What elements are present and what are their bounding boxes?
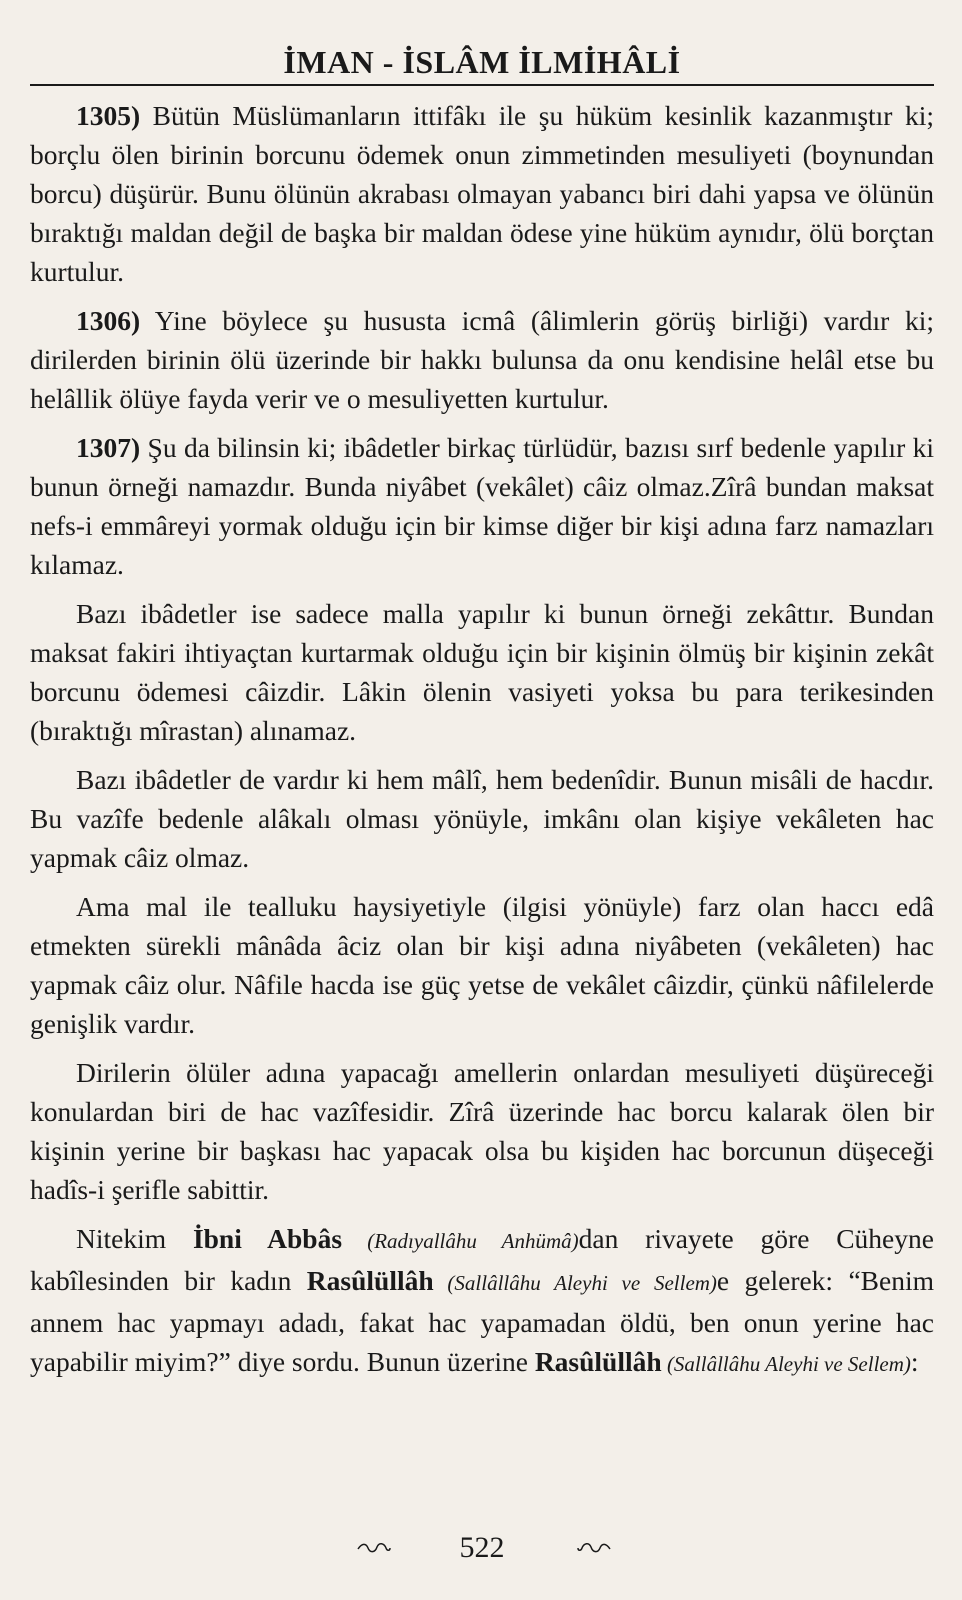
text-run: e gelerek: “Benim annem hac yapmayı adadı, fakat hac yapamadan öldü, ben onun yerine hac yapabilir miyim?” diye sordu. Bunun üzerine: [30, 1265, 934, 1377]
paragraph: Dirilerin ölüler adına yapacağı amellerin onlardan mesuliyeti düşüreceği konulardan biri de hac vazîfesidir. Zîrâ üzerinde hac borcu kalarak ölen bir kişinin yerine bir başkası hac yapacak olsa bu kişiden hac borcunun düşeceği hadîs-i şerifle sabittir.: [30, 1057, 934, 1205]
paragraph: Ama mal ile tealluku haysiyetiyle (ilgisi yönüyle) farz olan haccı edâ etmekten sürekli mânâda âciz olan bir kişi adına niyâbeten (vekâleten) hac yapmak câiz olur. Nâfile hacda ise güç yetse de vekâlet câizdir, çünkü nâfilelerde genişlik vardır.: [30, 891, 934, 1039]
paragraph-number: 1307): [76, 432, 141, 463]
honorific: (Sallâllâhu Aleyhi ve Sellem): [661, 1352, 911, 1376]
page-footer: [30, 1528, 934, 1568]
paragraph-number: 1305): [76, 100, 141, 131]
paragraph-1307: [30, 428, 934, 584]
header-rule: [30, 84, 934, 86]
paragraph-text: Bütün Müslümanların ittifâkı ile şu hüküm kesinlik kazanmıştır ki; borçlu ölen birinin borcunu ödemek onun zimmetinden mesuliyeti (boynundan borcu) düşürür. Bunu ölünün akrabası olmayan yabancı biri dahi yapsa ve ölünün bıraktığı maldan değil de başka bir maldan ödese yine hüküm aynıdır, ölü borçtan kurtulur.: [30, 100, 934, 287]
paragraph-hadith-intro: [30, 1219, 934, 1384]
text-run: :: [910, 1346, 919, 1377]
paragraph-1306: [30, 301, 934, 418]
person-name: İbni Abbâs: [192, 1223, 343, 1254]
person-name: Rasûlüllâh: [306, 1265, 434, 1296]
ornament-right-icon: [576, 1540, 612, 1556]
paragraph-number: 1306): [76, 305, 141, 336]
paragraph: Bazı ibâdetler ise sadece malla yapılır ki bunun örneği zekâttır. Bundan maksat fakiri ihtiyaçtan kurtarmak olduğu için bir kişinin ölmüş bir kişinin zekât borcunu ödemesi câizdir. Lâkin ölenin vasiyeti yoksa bu para terikesinden (bıraktığı mîrastan) alınamaz.: [30, 598, 934, 746]
person-name: Rasûlüllâh: [534, 1346, 662, 1377]
honorific: (Radıyallâhu Anhümâ): [342, 1229, 579, 1253]
paragraph-1305: [30, 96, 934, 291]
page-number: 522: [459, 1531, 505, 1564]
running-header-title: İMAN - İSLÂM İLMİHÂLİ: [283, 44, 681, 80]
text-run: dan rivayete göre Cüheyne kabîlesinden bir kadın: [30, 1223, 934, 1296]
honorific: (Sallâllâhu Aleyhi ve Sellem): [433, 1271, 717, 1295]
paragraph-text: Şu da bilinsin ki; ibâdetler birkaç türlüdür, bazısı sırf bedenle yapılır ki bunun örneği namazdır. Bunda niyâbet (vekâlet) câiz olmaz.Zîrâ bundan maksat nefs-i emmâreyi yormak olduğu için bir kimse diğer bir kişi adına farz namazları kılamaz.: [30, 432, 934, 580]
text-run: Nitekim: [76, 1223, 193, 1254]
paragraph-text: Yine böylece şu hususta icmâ (âlimlerin görüş birliği) vardır ki; dirilerden birinin ölü üzerinde bir hakkı bulunsa da onu kendisine helâl etse bu helâllik ölüye fayda verir ve o mesuliyetten kurtulur.: [30, 305, 934, 414]
book-page: [30, 0, 934, 1600]
body-text: [30, 96, 934, 1394]
paragraph: Bazı ibâdetler de vardır ki hem mâlî, hem bedenîdir. Bunun misâli de hacdır. Bu vazîfe bedenle alâkalı olması yönüyle, imkânı olan kişiye vekâleten hac yapmak câiz olmaz.: [30, 764, 934, 873]
